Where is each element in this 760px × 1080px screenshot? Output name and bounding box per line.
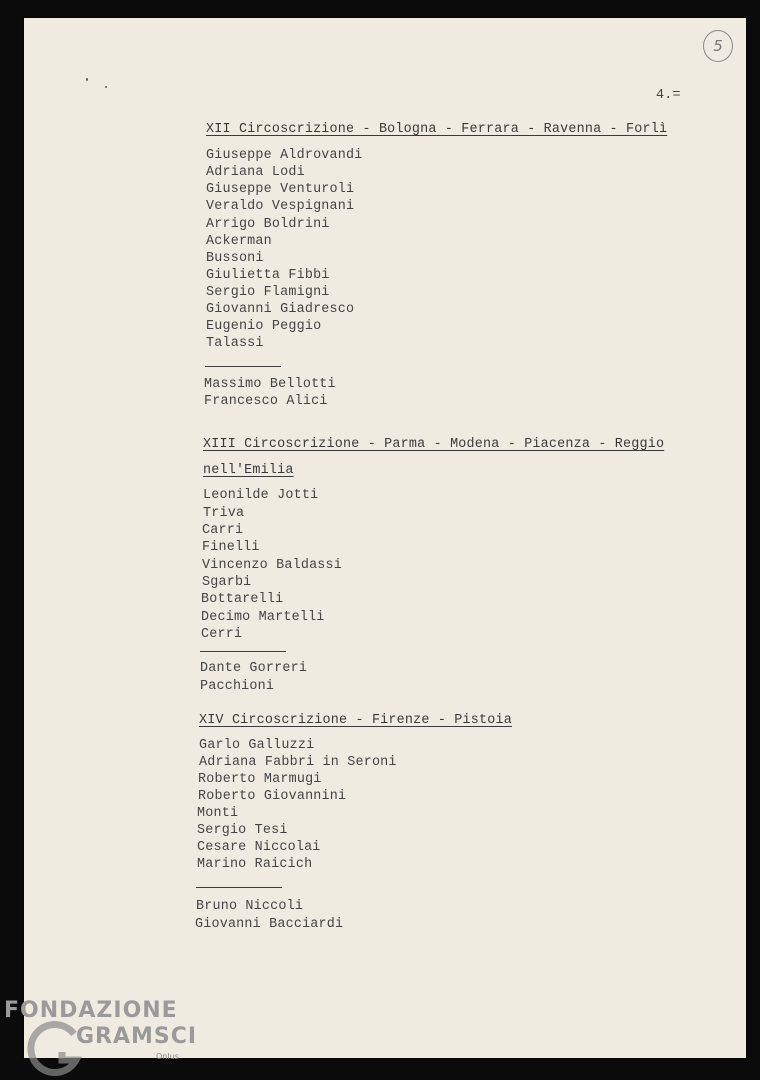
list-item: Dante Gorreri <box>200 661 308 676</box>
paper-speck <box>105 86 107 88</box>
list-item: Sergio Flamigni <box>206 285 330 300</box>
section-heading: XIV Circoscrizione - Firenze - Pistoia <box>199 713 512 728</box>
list-item: Giovanni Bacciardi <box>195 917 344 932</box>
list-item: Roberto Giovannini <box>198 789 347 804</box>
list-item: Giovanni Giadresco <box>206 302 355 317</box>
list-item: Marino Raicich <box>197 857 313 872</box>
list-item: Cerri <box>201 627 243 642</box>
list-item: Arrigo Boldrini <box>206 217 330 232</box>
list-item: Adriana Lodi <box>206 165 305 180</box>
watermark-sub: Onlus <box>156 1052 179 1061</box>
list-item: Bruno Niccoli <box>196 899 304 914</box>
list-item: Massimo Bellotti <box>204 377 336 392</box>
paper-speck <box>86 78 88 81</box>
list-item: Bussoni <box>206 251 264 266</box>
list-item: Bottarelli <box>201 592 284 607</box>
watermark-line1: FONDAZIONE <box>4 998 178 1023</box>
list-item: Giuseppe Aldrovandi <box>206 148 363 163</box>
list-item: Giuseppe Venturoli <box>206 182 355 197</box>
list-item: Veraldo Vespignani <box>206 199 355 214</box>
separator-line <box>200 651 286 652</box>
list-item: Pacchioni <box>200 679 275 694</box>
list-item: Decimo Martelli <box>201 610 325 625</box>
list-item: Monti <box>197 806 239 821</box>
list-item: Giulietta Fibbi <box>206 268 330 283</box>
list-item: Talassi <box>206 336 264 351</box>
list-item: Ackerman <box>206 234 272 249</box>
section-heading: XII Circoscrizione - Bologna - Ferrara - Ravenna - Forlì <box>206 122 668 137</box>
list-item: Finelli <box>202 540 260 555</box>
list-item: Roberto Marmugi <box>198 772 322 787</box>
section-heading: XIII Circoscrizione - Parma - Modena - Piacenza - Reggio <box>203 437 665 452</box>
list-item: Francesco Alici <box>204 394 328 409</box>
list-item: Carri <box>202 523 244 538</box>
list-item: Vincenzo Baldassi <box>202 558 343 573</box>
section-heading-continued: nell'Emilia <box>203 463 294 478</box>
list-item: Triva <box>203 506 245 521</box>
list-item: Leonilde Jotti <box>203 488 319 503</box>
document-page <box>24 18 746 1058</box>
list-item: Cesare Niccolai <box>197 840 321 855</box>
watermark-line2: GRAMSCI <box>76 1024 198 1049</box>
list-item: Sergio Tesi <box>197 823 288 838</box>
list-item: Adriana Fabbri in Seroni <box>199 755 397 770</box>
watermark-logo <box>4 996 198 1080</box>
page-number: 4.= <box>656 88 681 103</box>
list-item: Garlo Galluzzi <box>199 738 315 753</box>
separator-line <box>205 366 281 367</box>
separator-line <box>196 887 282 888</box>
list-item: Eugenio Peggio <box>206 319 322 334</box>
list-item: Sgarbi <box>202 575 252 590</box>
archive-page-number: 5 <box>703 30 733 62</box>
